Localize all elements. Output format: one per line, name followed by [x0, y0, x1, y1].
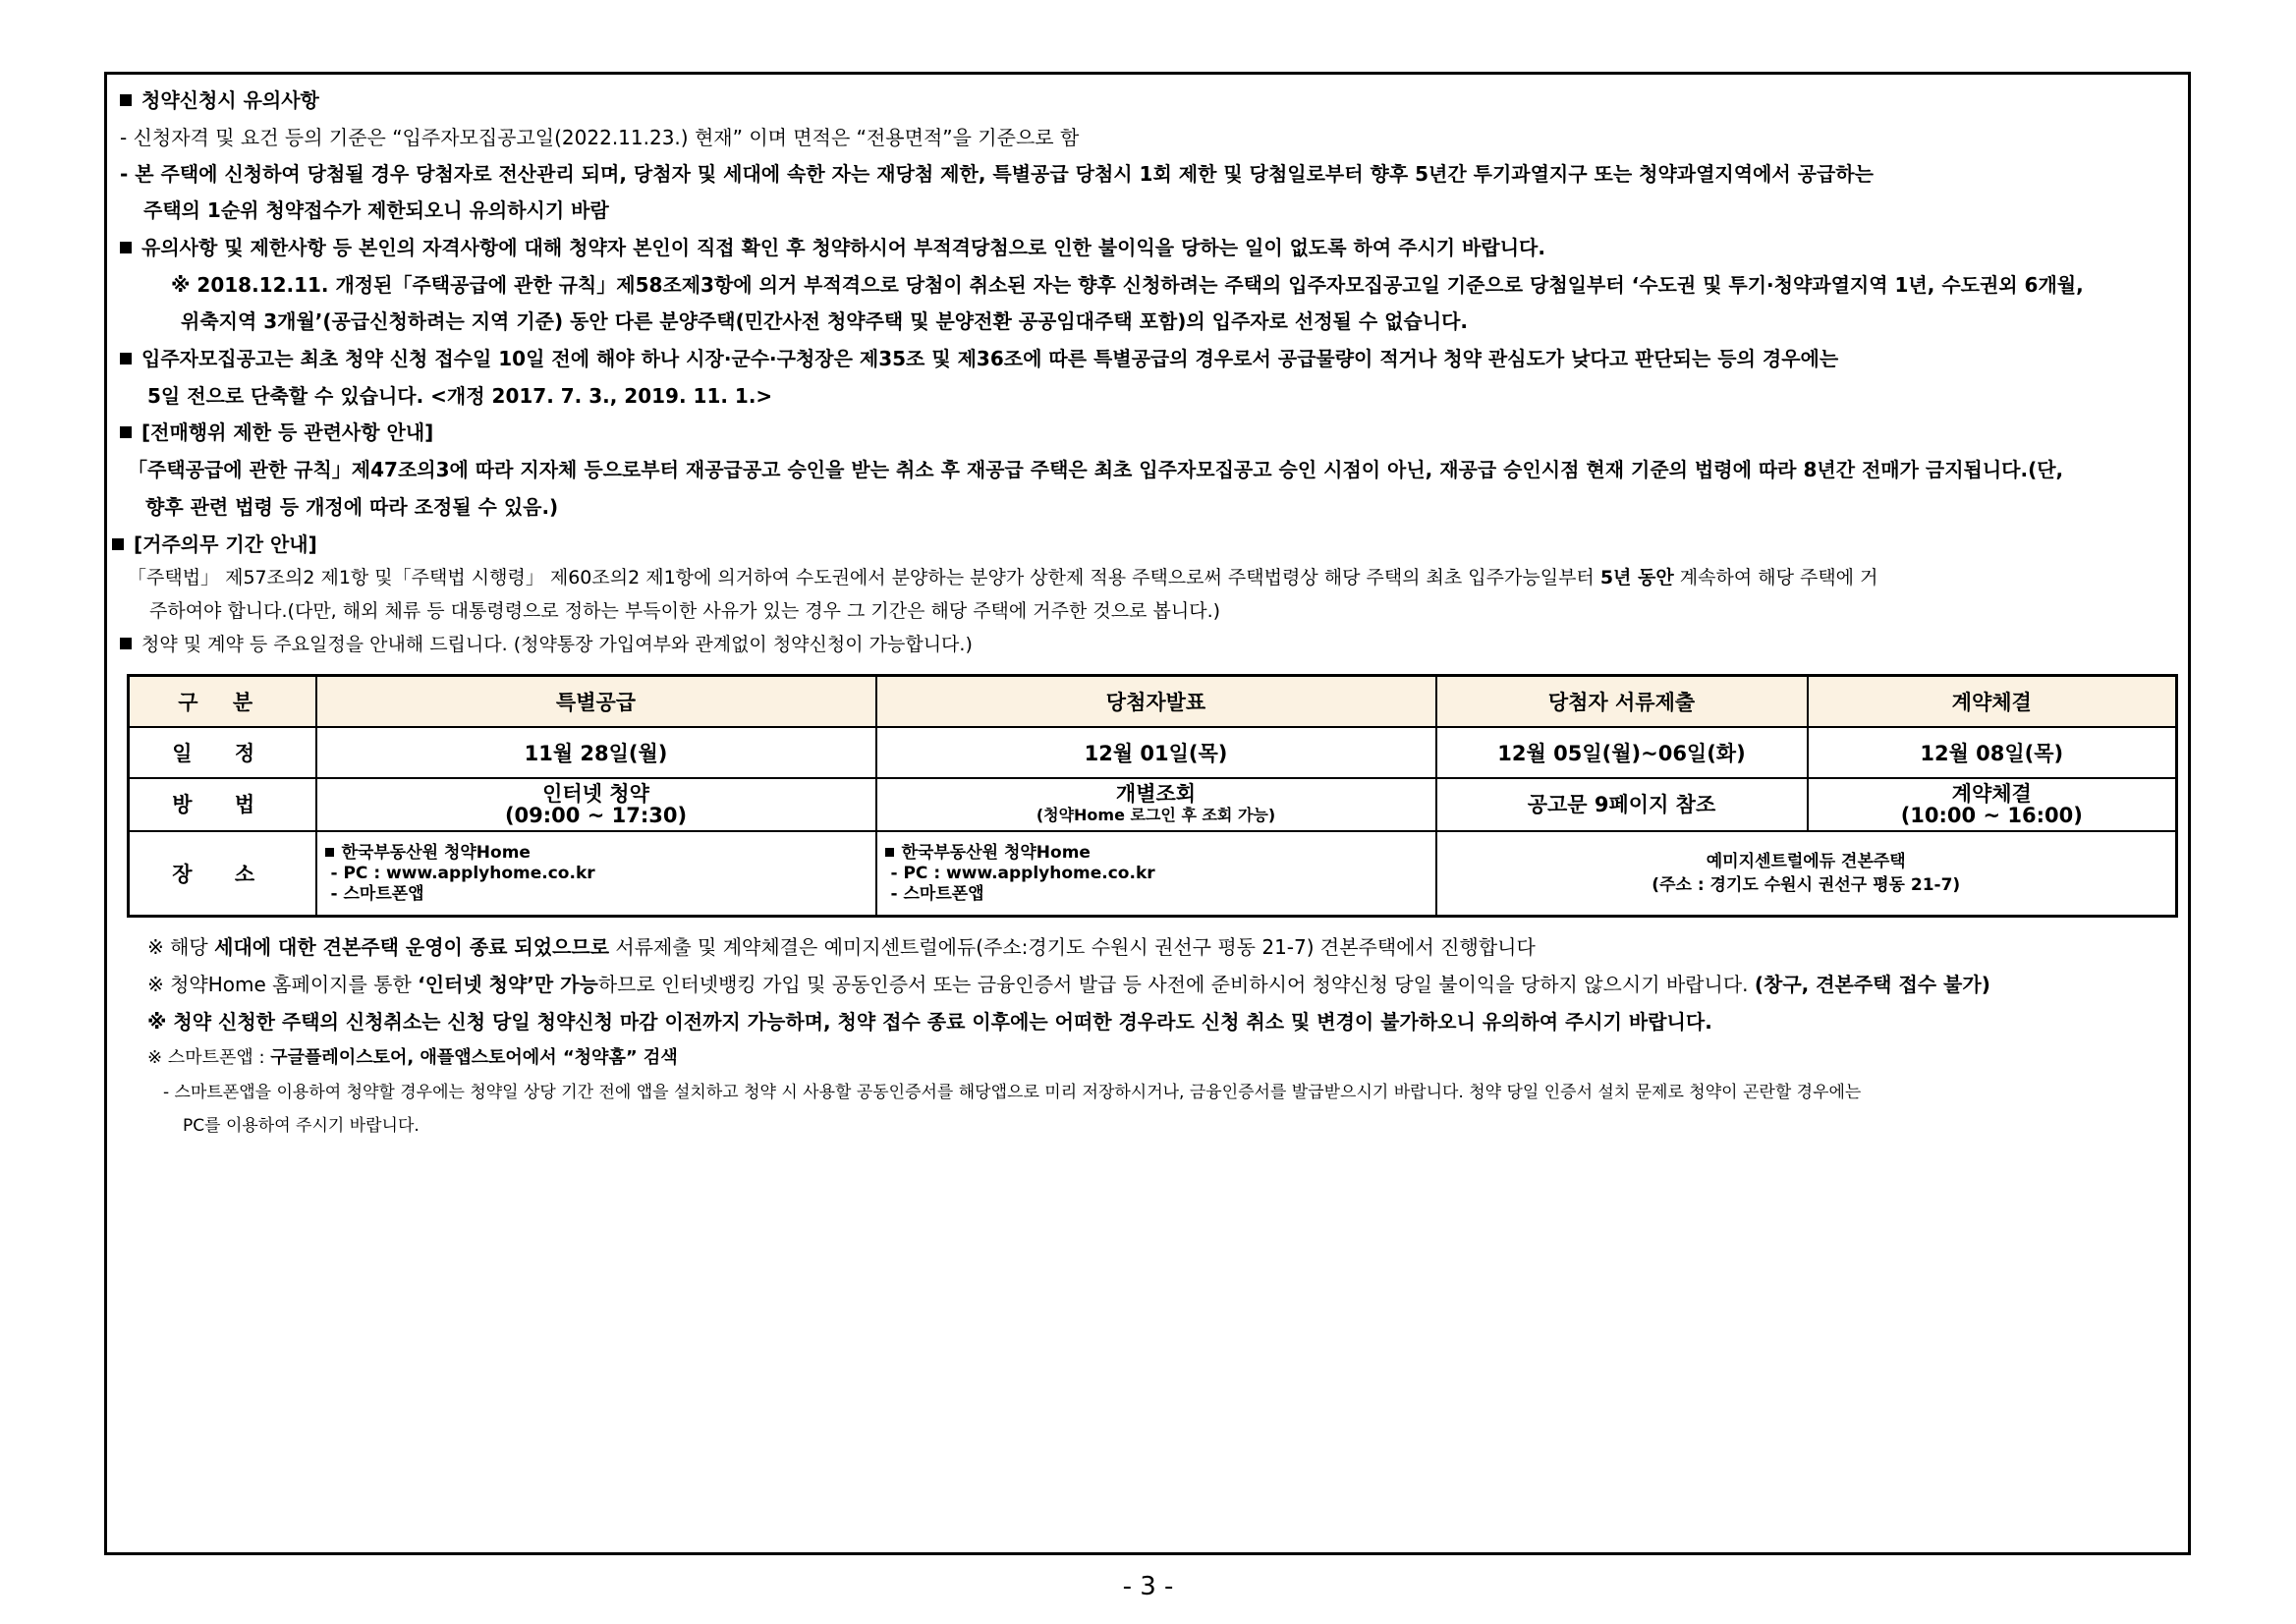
square-bullet-icon: [120, 426, 132, 438]
note-line: 향후 관련 법령 등 개정에 따라 조정될 수 있음.): [145, 495, 559, 519]
table-cell: 12월 08일(목): [1808, 727, 2177, 778]
table-row: [129, 831, 2177, 917]
square-bullet-icon: [885, 848, 894, 857]
after-note: ※ 스마트폰앱 : 구글플레이스토어, 애플앱스토어에서 “청약홈” 검색: [147, 1047, 678, 1068]
table-cell: 12월 05일(월)~06일(화): [1436, 727, 1808, 778]
heading-notes: 청약신청시 유의사항: [120, 86, 319, 114]
table-cell: 11월 28일(월): [316, 727, 876, 778]
note-line: 주하여야 합니다.(다만, 해외 체류 등 대통령령으로 정하는 부득이한 사유가 있는 경우 그 기간은 해당 주택에 거주한 것으로 봅니다.): [149, 600, 1221, 622]
heading-resale: [전매행위 제한 등 관련사항 안내]: [120, 419, 433, 446]
table-cell: 예미지센트럴에듀 견본주택 (주소 : 경기도 수원시 권선구 평동 21-7): [1436, 831, 2177, 917]
note-line: 입주자모집공고는 최초 청약 신청 접수일 10일 전에 해야 하나 시장·군수·구청장은 제35조 및 제36조에 따른 특별공급의 경우로서 공급물량이 적거나 청약 관심도가 낮다고 판단되는 등의 경우에는: [120, 345, 1838, 372]
note-line: 청약 및 계약 등 주요일정을 안내해 드립니다. (청약통장 가입여부와 관계없이 청약신청이 가능합니다.): [120, 631, 973, 658]
table-cell: 12월 01일(목): [876, 727, 1436, 778]
table-header: 당첨자 서류제출: [1436, 676, 1808, 728]
after-note: - 스마트폰앱을 이용하여 청약할 경우에는 청약일 상당 기간 전에 앱을 설치하고 청약 시 사용할 공동인증서를 해당앱으로 미리 저장하시거나, 금융인증서를 발급받으시기 바랍니다. 청약 당일 인증서 설치 문제로 청약이 곤란할 경우에는: [163, 1083, 1862, 1102]
table-header-row: [129, 676, 2177, 728]
heading-residence: [거주의무 기간 안내]: [112, 531, 317, 558]
table-row: [129, 778, 2177, 831]
after-note: ※ 해당 세대에 대한 견본주택 운영이 종료 되었으므로 서류제출 및 계약체결은 예미지센트럴에듀(주소:경기도 수원시 권선구 평동 21-7) 견본주택에서 진행합니다: [147, 935, 1536, 959]
note-line: 5일 전으로 단축할 수 있습니다. <개정 2017. 7. 3., 2019. 11. 1.>: [147, 384, 773, 408]
after-note: ※ 청약 신청한 주택의 신청취소는 신청 당일 청약신청 마감 이전까지 가능하며, 청약 접수 종료 이후에는 어떠한 경우라도 신청 취소 및 변경이 불가하오니 유의하여 주시기 바랍니다.: [147, 1010, 1712, 1034]
schedule-table: [127, 674, 2178, 918]
square-bullet-icon: [112, 538, 124, 550]
table-cell: 공고문 9페이지 참조: [1436, 778, 1808, 831]
page-number: - 3 -: [1122, 1572, 1174, 1601]
row-label: 일 정: [129, 727, 316, 778]
table-cell: 한국부동산원 청약Home - PC : www.applyhome.co.kr - 스마트폰앱: [316, 831, 876, 917]
note-line: 「주택공급에 관한 규칙」제47조의3에 따라 지자체 등으로부터 재공급공고 승인을 받는 취소 후 재공급 주택은 최초 입주자모집공고 승인 시점이 아닌, 재공급 승인시점 현재 기준의 법령에 따라 8년간 전매가 금지됩니다.(단,: [128, 458, 2064, 481]
square-bullet-icon: [325, 848, 334, 857]
after-note: ※ 청약Home 홈페이지를 통한 ‘인터넷 청약’만 가능하므로 인터넷뱅킹 가입 및 공동인증서 또는 금융인증서 발급 등 사전에 준비하시어 청약신청 당일 불이익을 당하지 않으시기 바랍니다. (창구, 견본주택 접수 불가): [147, 973, 1990, 996]
table-header: 계약체결: [1808, 676, 2177, 728]
square-bullet-icon: [120, 638, 132, 649]
table-cell: 인터넷 청약 (09:00 ~ 17:30): [316, 778, 876, 831]
table-cell: 한국부동산원 청약Home - PC : www.applyhome.co.kr - 스마트폰앱: [876, 831, 1436, 917]
table-row: [129, 727, 2177, 778]
table-header: 특별공급: [316, 676, 876, 728]
after-note: PC를 이용하여 주시기 바랍니다.: [183, 1116, 420, 1136]
note-line: ※ 2018.12.11. 개정된「주택공급에 관한 규칙」제58조제3항에 의거 부적격으로 당첨이 취소된 자는 향후 신청하려는 주택의 입주자모집공고일 기준으로 당첨일부터 ‘수도권 및 투기·청약과열지역 1년, 수도권외 6개월,: [171, 273, 2084, 297]
table-cell: 개별조회 (청약Home 로그인 후 조회 가능): [876, 778, 1436, 831]
square-bullet-icon: [120, 94, 132, 106]
square-bullet-icon: [120, 353, 132, 364]
note-line: 위축지역 3개월’(공급신청하려는 지역 기준) 동안 다른 분양주택(민간사전 청약주택 및 분양전환 공공임대주택 포함)의 입주자로 선정될 수 없습니다.: [181, 309, 1468, 333]
table-cell: 계약체결 (10:00 ~ 16:00): [1808, 778, 2177, 831]
note-line: - 본 주택에 신청하여 당첨될 경우 당첨자로 전산관리 되며, 당첨자 및 세대에 속한 자는 재당첨 제한, 특별공급 당첨시 1회 제한 및 당첨일로부터 향후 5년간 투기과열지구 또는 청약과열지역에서 공급하는: [120, 162, 1874, 186]
note-line: 주택의 1순위 청약접수가 제한되오니 유의하시기 바람: [143, 198, 609, 222]
row-label: 장 소: [129, 831, 316, 917]
row-label: 방 법: [129, 778, 316, 831]
note-line: - 신청자격 및 요건 등의 기준은 “입주자모집공고일(2022.11.23.) 현재” 이며 면적은 “전용면적”을 기준으로 함: [120, 126, 1080, 149]
table-header: 당첨자발표: [876, 676, 1436, 728]
note-line: 「주택법」 제57조의2 제1항 및「주택법 시행령」 제60조의2 제1항에 의거하여 수도권에서 분양하는 분양가 상한제 적용 주택으로써 주택법령상 해당 주택의 최초 입주가능일부터 5년 동안 계속하여 해당 주택에 거: [128, 567, 1878, 588]
table-header: 구 분: [129, 676, 316, 728]
square-bullet-icon: [120, 242, 132, 253]
note-line: 유의사항 및 제한사항 등 본인의 자격사항에 대해 청약자 본인이 직접 확인 후 청약하시어 부적격당첨으로 인한 불이익을 당하는 일이 없도록 하여 주시기 바랍니다.: [120, 234, 1545, 261]
